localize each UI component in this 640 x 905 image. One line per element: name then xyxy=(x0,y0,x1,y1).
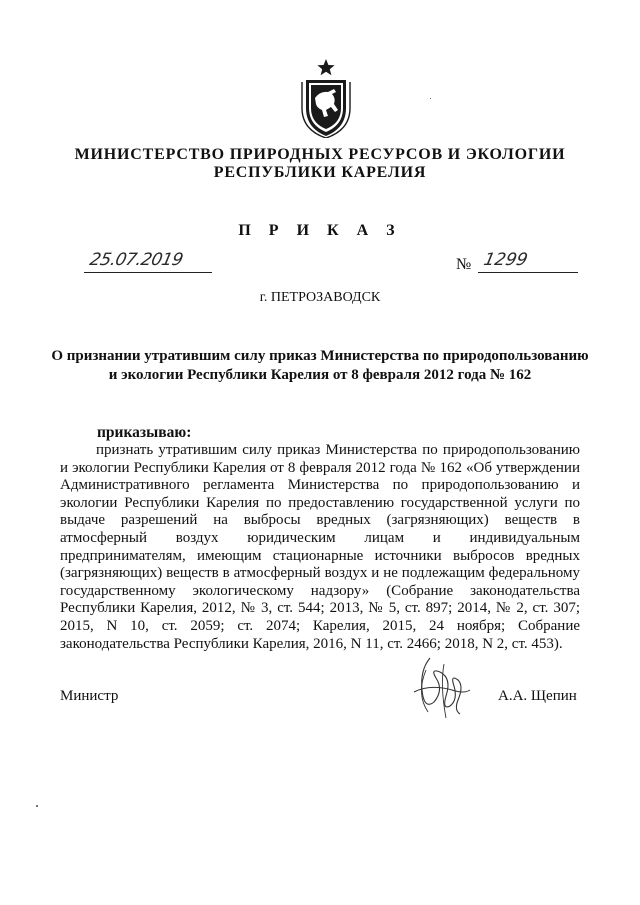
city-label: г. ПЕТРОЗАВОДСК xyxy=(259,290,381,305)
scan-speck xyxy=(430,98,431,99)
document-type-title: П Р И К А З xyxy=(238,222,402,239)
star-icon xyxy=(317,59,334,75)
coat-of-arms-emblem xyxy=(298,58,354,138)
body-paragraph: признать утратившим силу приказ Министерства по природопользованию и экологии Республики Карелия от 8 февраля 2012 года № 162 «Об утверждении Административного регламента Министерства по природопользованию и экологии Республики Карелия по предоставлению государственной услуги по выдаче разрешений на выбросы вредных (загрязняющих) веществ в атмосферный воздух юридическим лицам и индивидуальным предпринимателям, имеющим стационарные источники выбросов вредных (загрязняющих) веществ в атмосферный воздух и не подлежащим федеральному государственному экологическому надзору» (Собрание законодательства Республики Карелия, 2012, № 3, ст. 544; 2013, № 5, ст. 897; 2014, № 2, ст. 307; 2015, N 10, ст. 2059; ст. 2074; Карелия, 2015, 24 ноября; Собрание законодательства Республики Карелия, 2016, N 11, ст. 2466; 2018, N 2, ст. 453). xyxy=(60,442,580,652)
signer-name: А.А. Щепин xyxy=(498,688,577,704)
ministry-name-line1: МИНИСТЕРСТВО ПРИРОДНЫХ РЕСУРСОВ И ЭКОЛОГИИ xyxy=(74,146,566,163)
number-label: № xyxy=(456,256,472,273)
subject-line2: и экологии Республики Карелия от 8 февраля 2012 года № 162 xyxy=(108,367,532,383)
signer-title: Министр xyxy=(60,688,119,704)
handwritten-signature xyxy=(400,650,480,725)
subject-line1: О признании утратившим силу приказ Министерства по природопользованию xyxy=(51,348,589,364)
handwritten-number: 1299 xyxy=(481,250,530,270)
order-directive: приказываю: xyxy=(97,424,192,441)
handwritten-date: 25.07.2019 xyxy=(87,250,185,270)
ministry-name-line2: РЕСПУБЛИКИ КАРЕЛИЯ xyxy=(213,164,427,181)
scan-speck xyxy=(36,805,38,807)
